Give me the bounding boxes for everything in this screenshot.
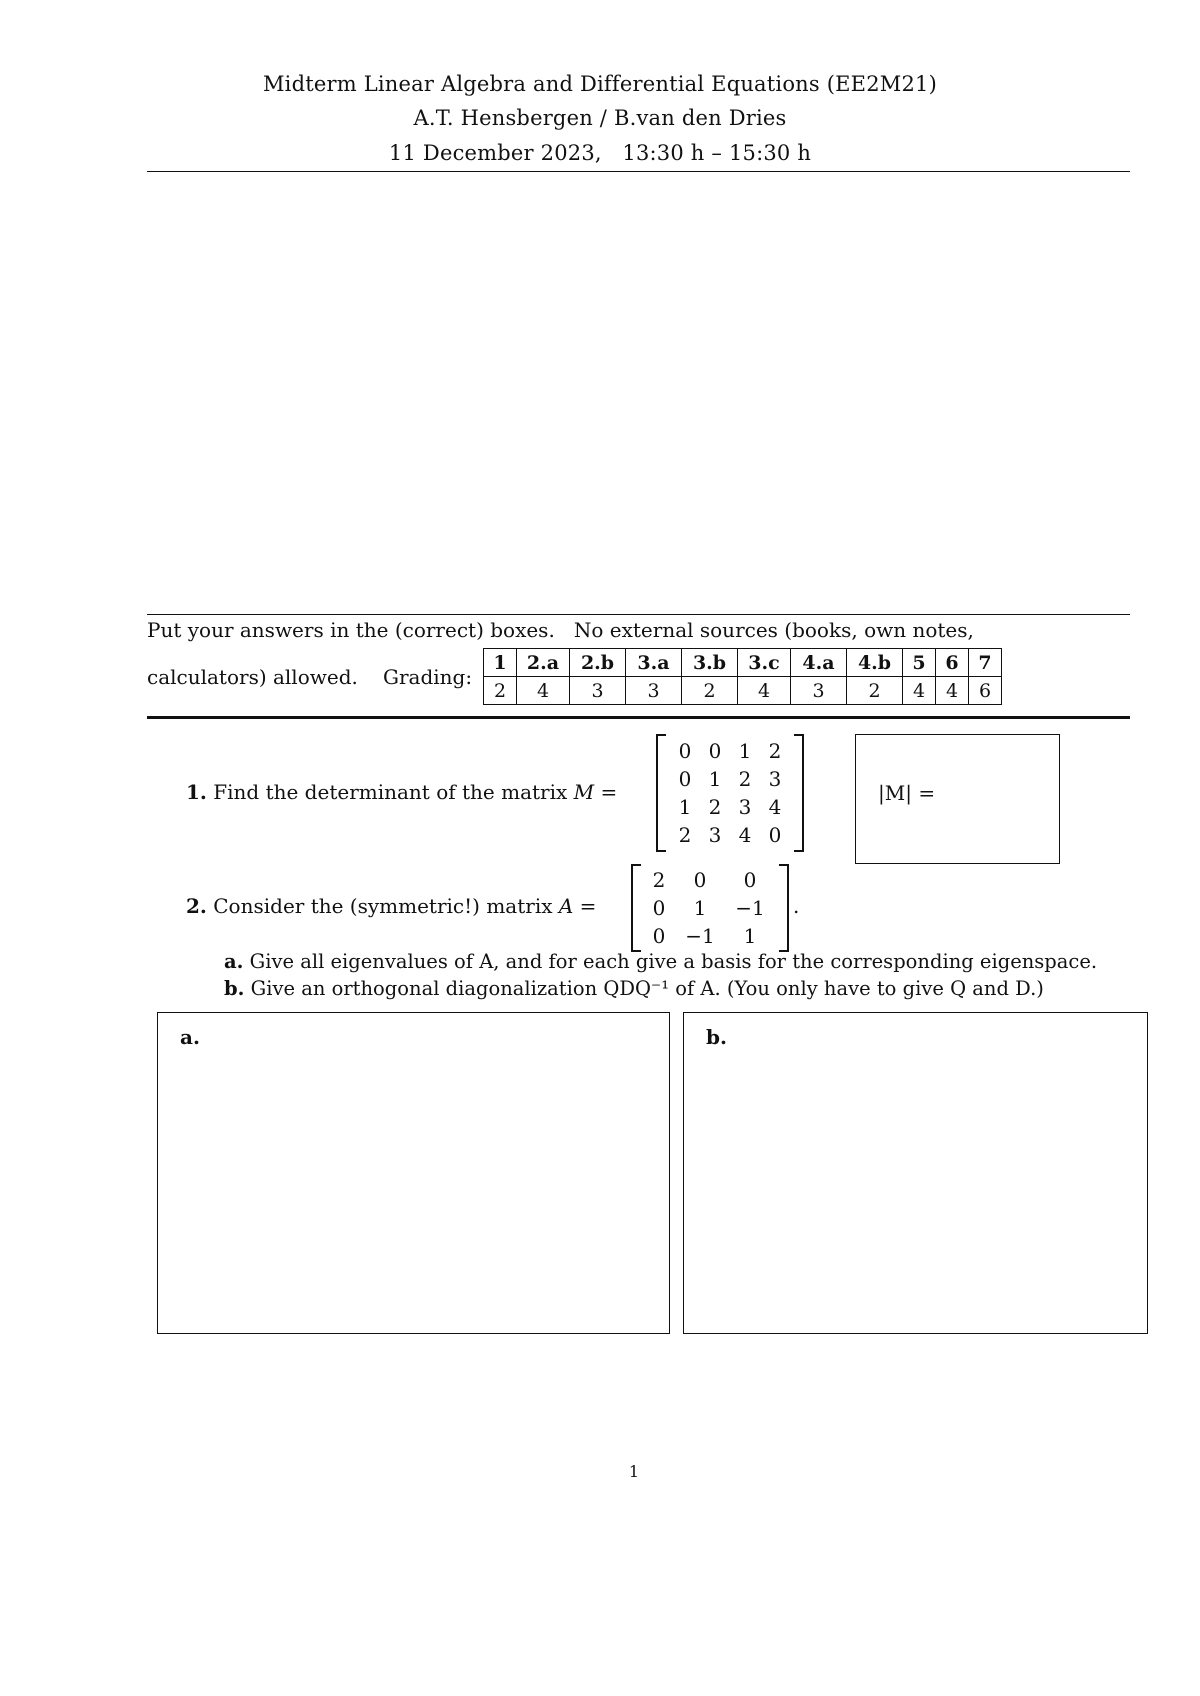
matrix-A-entries — [641, 866, 777, 950]
grading-points-cell: 2 — [847, 677, 903, 705]
grading-questions-row — [484, 649, 1002, 677]
matrix-M-entries — [670, 737, 790, 849]
grading-points-cell: 2 — [682, 677, 738, 705]
question-2-period: . — [793, 894, 800, 918]
question-2a-label: a. — [224, 950, 244, 973]
grading-question-cell: 5 — [903, 649, 936, 677]
question-2a-text: Give all eigenvalues of A, and for each give a basis for the corresponding eigenspace. — [249, 950, 1098, 973]
question-1 — [186, 780, 617, 804]
matrix-entry: 3 — [708, 823, 722, 847]
matrix-entry: 1 — [678, 795, 692, 819]
matrix-entry: 3 — [768, 767, 782, 791]
grading-points-cell: 2 — [484, 677, 517, 705]
question-2b-text: Give an orthogonal diagonalization QDQ⁻¹ of A. (You only have to give Q and D.) — [250, 977, 1044, 1000]
question-2-symbol: A — [558, 894, 574, 918]
question-1-text: Find the determinant of the matrix — [213, 780, 568, 804]
question-2 — [186, 894, 596, 918]
matrix-entry: 1 — [693, 896, 707, 920]
matrix-entry: 0 — [708, 739, 722, 763]
grading-points-cell: 4 — [936, 677, 969, 705]
question-2b — [224, 977, 1044, 1000]
matrix-A — [631, 864, 789, 952]
matrix-entry: 0 — [768, 823, 782, 847]
grading-question-cell: 4.a — [791, 649, 847, 677]
matrix-entry: 1 — [738, 739, 752, 763]
matrix-entry: 0 — [652, 896, 666, 920]
question-2b-label: b. — [224, 977, 245, 1000]
question-1-number: 1. — [186, 780, 207, 804]
matrix-entry: 2 — [678, 823, 692, 847]
matrix-entry: 1 — [708, 767, 722, 791]
matrix-entry: 0 — [652, 924, 666, 948]
grading-points-cell: 4 — [903, 677, 936, 705]
grading-question-cell: 3.b — [682, 649, 738, 677]
question-2-text: Consider the (symmetric!) matrix — [213, 894, 553, 918]
instructions-top-divider — [147, 614, 1130, 615]
matrix-entry: 1 — [743, 924, 757, 948]
question-2a — [224, 950, 1097, 973]
grading-question-cell: 7 — [969, 649, 1002, 677]
matrix-left-bracket — [656, 734, 666, 852]
grading-table — [483, 648, 1002, 705]
exam-date: 11 December 2023, 13:30 h – 15:30 h — [388, 141, 812, 165]
answer-box-2a[interactable] — [157, 1012, 670, 1334]
question-2-equals: = — [579, 894, 597, 918]
matrix-entry: 0 — [678, 767, 692, 791]
instructions-line2: calculators) allowed. — [147, 665, 358, 689]
page-number: 1 — [628, 1462, 640, 1481]
grading-points-cell: 6 — [969, 677, 1002, 705]
matrix-entry: 4 — [768, 795, 782, 819]
question-2-number: 2. — [186, 894, 207, 918]
grading-points-cell: 4 — [738, 677, 791, 705]
answer-box-determinant[interactable] — [855, 734, 1060, 864]
question-1-equals: = — [600, 780, 618, 804]
grading-question-cell: 3.c — [738, 649, 791, 677]
grading-points-row — [484, 677, 1002, 705]
matrix-entry: 2 — [708, 795, 722, 819]
matrix-right-bracket — [779, 864, 789, 952]
matrix-entry: 0 — [678, 739, 692, 763]
grading-question-cell: 1 — [484, 649, 517, 677]
header-divider — [147, 171, 1130, 172]
matrix-entry: 3 — [738, 795, 752, 819]
matrix-entry: 2 — [652, 868, 666, 892]
grading-question-cell: 4.b — [847, 649, 903, 677]
matrix-entry: 4 — [738, 823, 752, 847]
instructions-bottom-divider — [147, 716, 1130, 719]
grading-question-cell: 2.b — [570, 649, 626, 677]
matrix-entry: −1 — [685, 924, 715, 948]
matrix-right-bracket — [794, 734, 804, 852]
exam-title: Midterm Linear Algebra and Differential Equations (EE2M21) — [262, 72, 937, 96]
exam-authors: A.T. Hensbergen / B.van den Dries — [413, 106, 787, 130]
matrix-entry: 2 — [768, 739, 782, 763]
grading-label: Grading: — [383, 665, 473, 689]
grading-question-cell: 2.a — [517, 649, 570, 677]
grading-question-cell: 3.a — [626, 649, 682, 677]
grading-points-cell: 3 — [570, 677, 626, 705]
matrix-entry: 0 — [693, 868, 707, 892]
matrix-left-bracket — [631, 864, 641, 952]
determinant-answer-label: |M| = — [878, 781, 936, 805]
matrix-entry: −1 — [735, 896, 765, 920]
matrix-entry: 2 — [738, 767, 752, 791]
grading-points-cell: 3 — [626, 677, 682, 705]
matrix-entry: 0 — [743, 868, 757, 892]
answer-box-2b[interactable] — [683, 1012, 1148, 1334]
answer-box-2b-label: b. — [706, 1025, 727, 1049]
grading-points-cell: 3 — [791, 677, 847, 705]
grading-question-cell: 6 — [936, 649, 969, 677]
answer-box-2a-label: a. — [180, 1025, 200, 1049]
grading-points-cell: 4 — [517, 677, 570, 705]
question-1-symbol: M — [573, 780, 595, 804]
instructions-line1: Put your answers in the (correct) boxes. No external sources (books, own notes, — [147, 618, 974, 642]
matrix-M — [656, 734, 804, 852]
